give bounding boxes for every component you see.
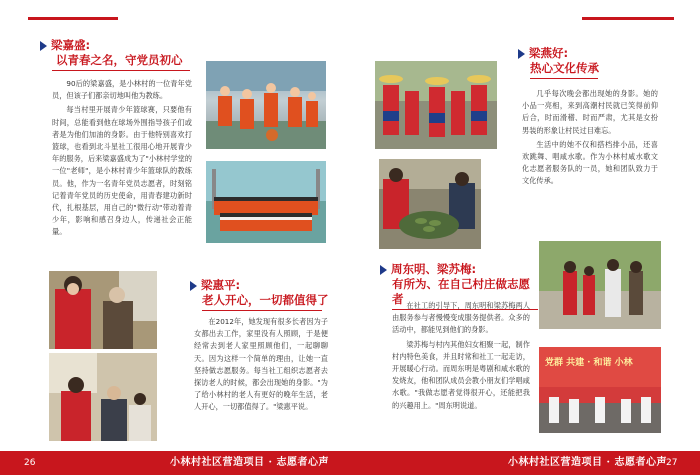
arrow-icon	[40, 41, 47, 51]
photo-group-court	[205, 160, 327, 244]
section-heading-liang-peihao	[518, 46, 668, 76]
paragraph: 90后的梁嘉盛，是小林村的一位青年党员，但该子们都亲切地叫他为教练。	[52, 79, 192, 101]
section-body-liang-peihao	[522, 88, 658, 190]
top-accent-bar	[28, 17, 118, 20]
paragraph: 几乎每次晚会都出现她的身影。她的小品一亮相，来到高潮村民就已笑得前仰后合，时而滑稽、时而严肃，尤其是女扮男装的形象让村民过目难忘。	[522, 89, 658, 135]
footer-title: 小林村社区营造项目 · 志愿者心声	[170, 457, 329, 468]
photo-event-banner	[538, 346, 662, 434]
section-body-zhou-liang	[392, 300, 530, 414]
heading-subtitle: 有所为、在自己村庄做志愿者	[392, 277, 530, 306]
top-accent-bar	[582, 17, 674, 20]
heading-name: 梁燕好:	[529, 46, 569, 60]
section-heading-liang-huiping	[190, 278, 340, 308]
photo-couple-outdoors	[538, 240, 662, 330]
heading-subtitle: 以青春之名，守党员初心	[56, 53, 183, 67]
arrow-icon	[190, 281, 197, 291]
heading-name: 梁惠平:	[201, 278, 241, 292]
heading-subtitle: 老人开心，一切都值得了	[202, 293, 329, 307]
section-heading-liang-jiasheng	[40, 38, 190, 68]
page-number: 27	[666, 458, 678, 468]
paragraph: 在2012年，她发现有很多长者因为子女都出去工作，家里没有人照顾，于是便经常去到老人家里照顾他们，一起聊聊天。因为这样一个简单的理由，让她一直坚持做志愿服务。每当社工组织志愿者去探访老人的时候，都会出现她的身影。"为了给小林村的老人有更好的晚年生活，老人开心，一切都值得了。"梁惠平说。	[194, 317, 328, 412]
heading-underline	[202, 310, 322, 311]
paragraph: 梁苏梅与村内其他妇女相聚一起，制作村内特色美食，并且时常和社工一起走访，开展暖心行动。而周东明是粤剧和咸水歌的发烧友，他和团队成员会教小朋友们学唱咸水歌。"我做志愿者觉得很开心，还能把我的兴趣用上。"周东明说道。	[392, 339, 530, 410]
heading-name: 梁嘉盛:	[51, 38, 91, 52]
arrow-icon	[380, 265, 387, 275]
footer-title: 小林村社区营造项目 · 志愿者心声	[508, 457, 667, 468]
heading-name: 周东明、梁苏梅:	[391, 262, 477, 276]
arrow-icon	[518, 49, 525, 59]
photo-basketball-team	[205, 60, 327, 150]
section-body-liang-jiasheng	[52, 78, 192, 241]
banner-text: 党群 共建 · 和谐 小林	[545, 358, 633, 368]
heading-subtitle: 热心文化传承	[530, 61, 599, 75]
page-number: 26	[24, 458, 36, 468]
paragraph: 生活中的她不仅和搭档排小品，还喜欢跳舞、唱咸水歌。作为小林村咸水歌文化志愿者服务队的一员，她和团队致力于文化传承。	[522, 139, 658, 186]
section-body-liang-huiping	[194, 316, 328, 416]
paragraph: 每当村里开展青少年篮球赛，只要他有时间，总能看到他在球场外围指导孩子们或者是为他们加油的身影。由于他特别喜欢打篮球，也看到北斗星社工很用心地开展青少年的服务，后来梁嘉盛成为了"小林村学堂的一位"老师"，是小林村青少年篮球队的教练员。他，作为一名青年党员志愿者，时刻铭记着青年党员的历史使命，用青春建功新时代，扎根基层，用自己的"微行动"带动着青少年，影响和感召身边人，传递社会正能量。	[52, 105, 192, 237]
photo-volunteers-with-family	[48, 352, 158, 442]
footer-right	[350, 451, 700, 475]
photo-making-food	[378, 158, 482, 250]
photo-dance-group	[374, 60, 498, 150]
paragraph: 在社工的引导下，周东明和梁苏梅两人由服务参与者慢慢变成服务提供者。众多的活动中，都能见到他们的身影。	[392, 301, 530, 335]
right-page	[350, 0, 700, 475]
heading-underline	[530, 78, 598, 79]
footer-left	[0, 451, 350, 475]
heading-underline	[52, 70, 190, 71]
photo-elder-visit	[48, 270, 158, 350]
